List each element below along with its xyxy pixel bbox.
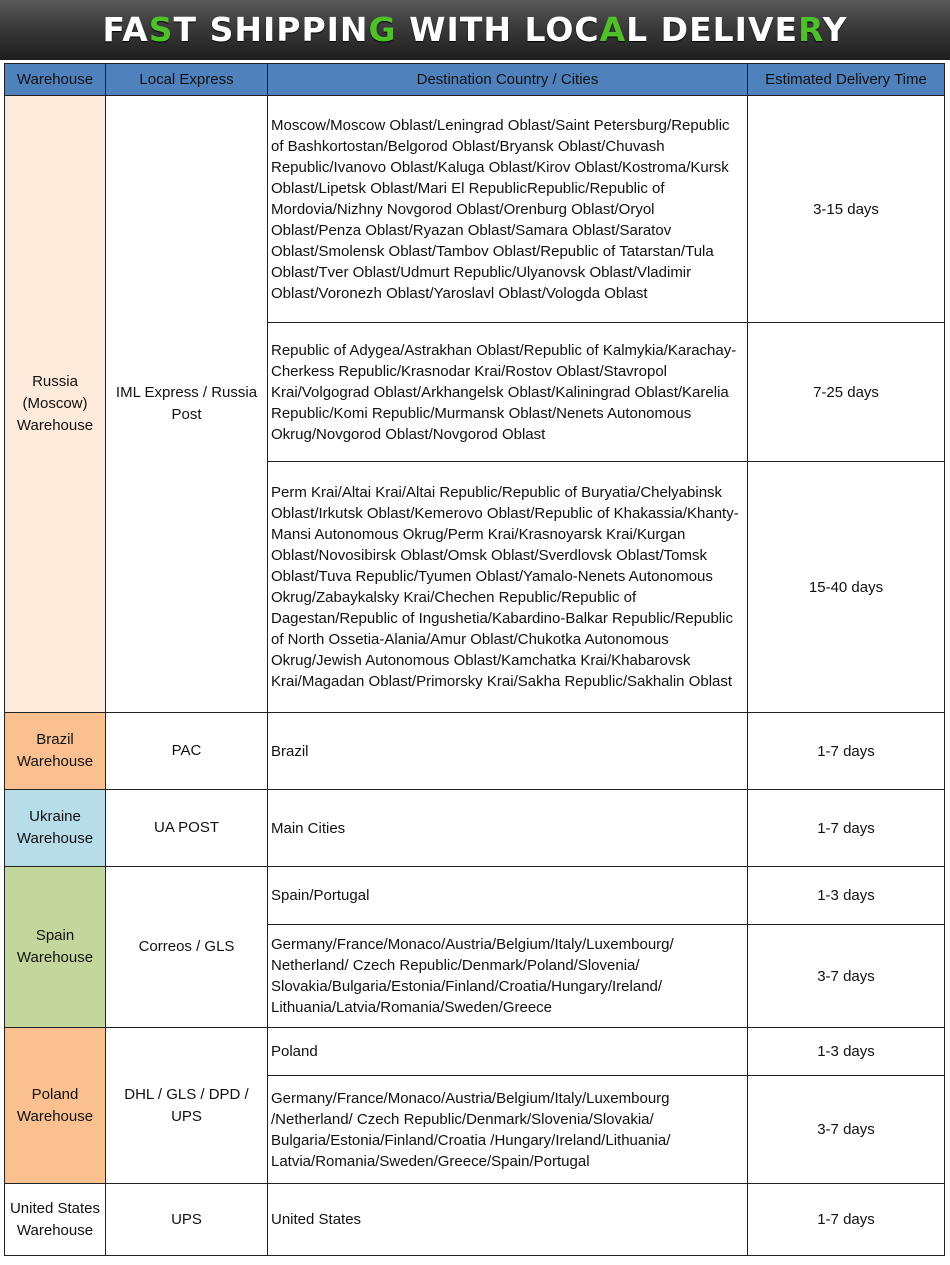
destination-cell: Main Cities (268, 790, 748, 867)
warehouse-ukraine: Ukraine Warehouse (5, 790, 106, 867)
express-spain: Correos / GLS (106, 867, 268, 1028)
destination-cell: Germany/France/Monaco/Austria/Belgium/Italy/Luxembourg/ Netherland/ Czech Republic/Denmark/Poland/Slovenia/ Slovakia/Bulgaria/Estonia/Finland/Croatia/Hungary/Ireland/ Lithuania/Latvia/Romania/Sweden/Greece (268, 925, 748, 1028)
express-ukraine: UA POST (106, 790, 268, 867)
table-row (5, 1184, 945, 1256)
header-local-express: Local Express (106, 64, 268, 96)
destination-cell: Germany/France/Monaco/Austria/Belgium/Italy/Luxembourg /Netherland/ Czech Republic/Denmark/Slovenia/Slovakia/ Bulgaria/Estonia/Finland/Croatia /Hungary/Ireland/Lithuania/ Latvia/Romania/Sweden/Greece/Spain/Portugal (268, 1076, 748, 1184)
destination-cell: Spain/Portugal (268, 867, 748, 925)
delivery-time-cell: 1-3 days (748, 867, 945, 925)
delivery-time-cell: 1-3 days (748, 1028, 945, 1076)
delivery-time-cell: 1-7 days (748, 790, 945, 867)
warehouse-brazil: Brazil Warehouse (5, 713, 106, 790)
express-russia: IML Express / Russia Post (106, 96, 268, 713)
delivery-time-cell: 7-25 days (748, 323, 945, 462)
warehouse-united-states: United States Warehouse (5, 1184, 106, 1256)
header-row (5, 64, 945, 96)
delivery-time-cell: 3-7 days (748, 925, 945, 1028)
warehouse-poland: Poland Warehouse (5, 1028, 106, 1184)
table-row (5, 96, 945, 323)
destination-cell: United States (268, 1184, 748, 1256)
destination-cell: Republic of Adygea/Astrakhan Oblast/Republic of Kalmykia/Karachay-Cherkess Republic/Krasnodar Krai/Rostov Oblast/Stavropol Krai/Volgograd Oblast/Arkhangelsk Oblast/Kaliningrad Oblast/Karelia Republic/Komi Republic/Murmansk Oblast/Nenets Autonomous Okrug/Novgorod Oblast/Novgorod Oblast (268, 323, 748, 462)
delivery-time-cell: 1-7 days (748, 1184, 945, 1256)
destination-cell: Perm Krai/Altai Krai/Altai Republic/Republic of Buryatia/Chelyabinsk Oblast/Irkutsk Oblast/Kemerovo Oblast/Republic of Khakassia/Khanty-Mansi Autonomous Okrug/Perm Krai/Krasnoyarsk Krai/Kurgan Oblast/Novosibirsk Oblast/Omsk Oblast/Sverdlovsk Oblast/Tomsk Oblast/Tuva Republic/Tyumen Oblast/Yamalo-Nenets Autonomous Okrug/Zabaykalsky Krai/Chechen Republic/Republic of Dagestan/Republic of Ingushetia/Kabardino-Balkar Republic/Republic of North Ossetia-Alania/Amur Oblast/Chukotka Autonomous Okrug/Jewish Autonomous Oblast/Kamchatka Krai/Khabarovsk Krai/Magadan Oblast/Primorsky Krai/Sakha Republic/Sakhalin Oblast (268, 462, 748, 713)
delivery-time-cell: 1-7 days (748, 713, 945, 790)
banner (0, 0, 950, 60)
header-warehouse: Warehouse (5, 64, 106, 96)
express-brazil: PAC (106, 713, 268, 790)
express-united-states: UPS (106, 1184, 268, 1256)
express-poland: DHL / GLS / DPD / UPS (106, 1028, 268, 1184)
destination-cell: Moscow/Moscow Oblast/Leningrad Oblast/Saint Petersburg/Republic of Bashkortostan/Belgorod Oblast/Bryansk Oblast/Chuvash Republic/Ivanovo Oblast/Kaluga Oblast/Kirov Oblast/Kostroma/Kursk Oblast/Lipetsk Oblast/Mari El RepublicRepublic/Republic of Mordovia/Nizhny Novgorod Oblast/Orenburg Oblast/Oryol Oblast/Penza Oblast/Ryazan Oblast/Samara Oblast/Saratov Oblast/Smolensk Oblast/Tambov Oblast/Republic of Tatarstan/Tula Oblast/Tver Oblast/Udmurt Republic/Ulyanovsk Oblast/Vladimir Oblast/Voronezh Oblast/Yaroslavl Oblast/Vologda Oblast (268, 96, 748, 323)
table-row (5, 867, 945, 925)
delivery-time-cell: 15-40 days (748, 462, 945, 713)
table-row (5, 1028, 945, 1076)
table-row (5, 713, 945, 790)
delivery-time-cell: 3-7 days (748, 1076, 945, 1184)
header-delivery-time: Estimated Delivery Time (748, 64, 945, 96)
shipping-table (4, 63, 945, 1256)
destination-cell: Poland (268, 1028, 748, 1076)
warehouse-russia: Russia (Moscow) Warehouse (5, 96, 106, 713)
delivery-time-cell: 3-15 days (748, 96, 945, 323)
destination-cell: Brazil (268, 713, 748, 790)
table-row (5, 790, 945, 867)
banner-title: FAST SHIPPING WITH LOCAL DELIVERY (102, 10, 848, 49)
header-destination: Destination Country / Cities (268, 64, 748, 96)
warehouse-spain: Spain Warehouse (5, 867, 106, 1028)
